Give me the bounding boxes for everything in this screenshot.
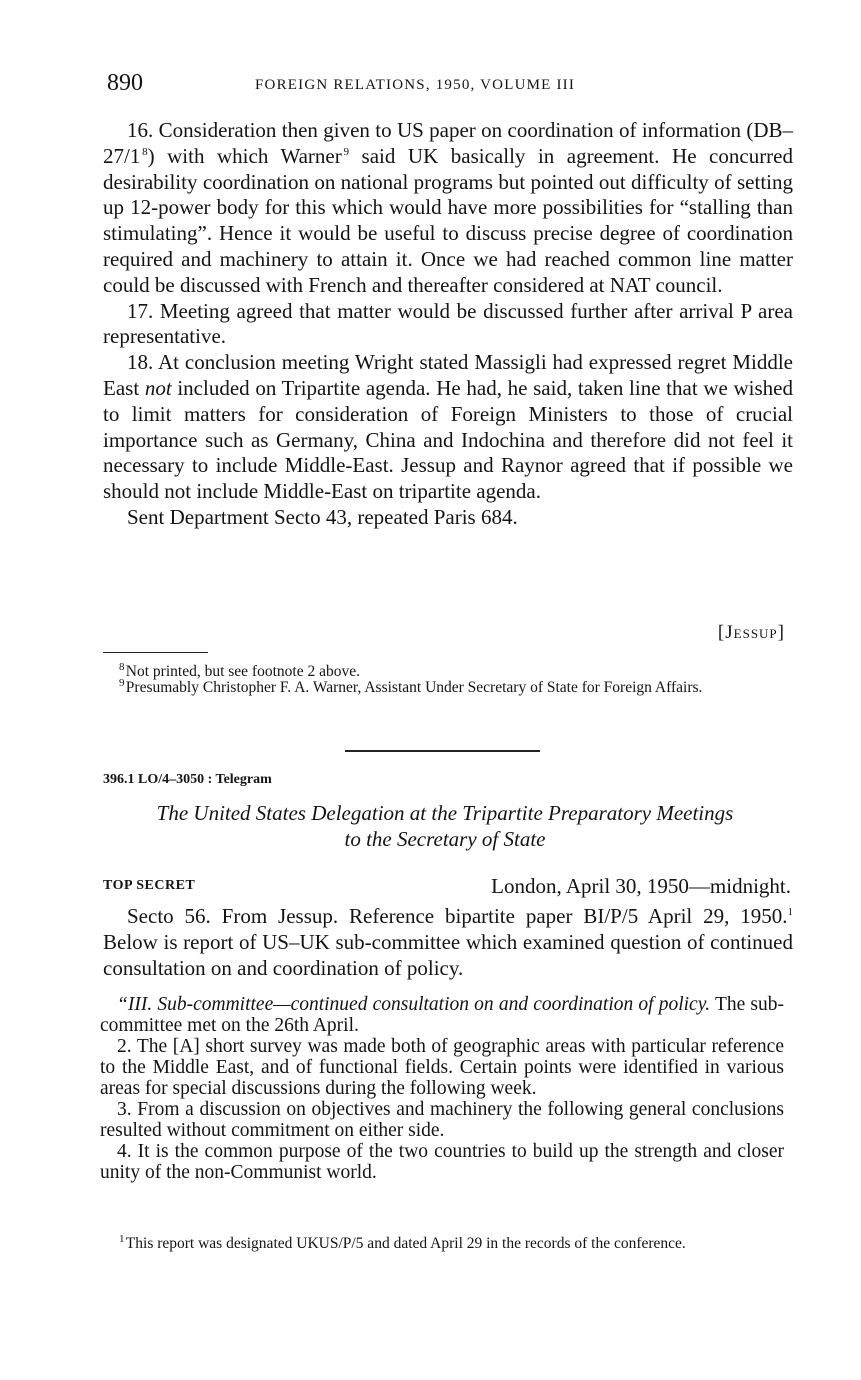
footnote-rule (103, 652, 208, 653)
paragraph-18: 18. At conclusion meeting Wright stated Massigli had expressed regret Middle East not included on Tripartite agenda. He had, he said, taken line that we wished to limit matters for consideration of Foreign Ministers to those of crucial importance such as Germany, China and Indochina and therefore did not feel it necessary to include Middle-East. Jessup and Raynor agreed that if possible we should not include Middle-East on tripartite agenda. (103, 350, 793, 504)
dateline: London, April 30, 1950—midnight. (491, 874, 791, 898)
footnote-ref-1: 1 (787, 906, 793, 918)
footnote-1: $^1$ This report was designated UKUS/P/5 and dated April 29 in the records of the conference. (119, 1232, 686, 1252)
paragraph-17: 17. Meeting agreed that matter would be discussed further after arrival P area representative. (103, 298, 793, 349)
file-reference: 396.1 LO/4–3050 : Telegram (103, 772, 272, 787)
section-1-body (103, 118, 793, 531)
footnotes-section-1 (103, 660, 793, 696)
running-head: FOREIGN RELATIONS, 1950, VOLUME III (255, 77, 576, 93)
footnotes-section-2 (103, 1232, 793, 1252)
report-item-2: 2. The [A] short survey was made both of geographic areas with particular reference to the Middle East, and of functional fields. Certain points were identified in various areas for special discussions during the following week. (100, 1036, 784, 1099)
sent-line: Sent Department Secto 43, repeated Paris 684. (127, 504, 518, 529)
report-item-4: 4. It is the common purpose of the two countries to build up the strength and closer unity of the non-Communist world. (100, 1141, 784, 1183)
telegram-intro (103, 904, 793, 981)
quoted-report (100, 994, 784, 1183)
footnote-8: $^8$ Not printed, but see footnote 2 above. (119, 660, 360, 680)
footnote-ref-9: 9 (343, 145, 350, 158)
document-title: The United States Delegation at the Tripartite Preparatory Meetings to the Secretary of State (156, 801, 734, 851)
classification-label: TOP SECRET (103, 878, 196, 893)
section-divider (345, 750, 540, 752)
report-item-3: 3. From a discussion on objectives and machinery the following general conclusions resulted without commitment on either side. (100, 1099, 784, 1141)
signature: [Jessup] (717, 622, 785, 643)
page-header (107, 70, 787, 104)
report-heading: “III. Sub-committee—continued consultation on and coordination of policy. The sub-committee met on the 26th April. (100, 994, 784, 1036)
telegram-intro-paragraph: Secto 56. From Jessup. Reference bipartite paper BI/P/5 April 29, 1950.$^1$ Below is report of US–UK sub-committee which examined question of continued consultation on and coordination of policy. (103, 904, 793, 980)
page-number: 890 (107, 70, 143, 96)
paragraph-16: 16. Consideration then given to US paper on coordination of information (DB–27/1 $^8$) with which Warner $^9$ said UK basically in agreement. He concurred desirability coordination on national programs but pointed out difficulty of setting up 12-power body for this which would have more possibilities for “stalling than stimulating”. Hence it would be useful to discuss precise degree of coordination required and machinery to attain it. Once we had reached common line matter could be discussed with French and thereafter considered at NAT council. (103, 118, 793, 297)
footnote-9: $^9$ Presumably Christopher F. A. Warner, Assistant Under Secretary of State for Foreign Affairs. (119, 676, 703, 696)
footnote-ref-8: 8 (142, 145, 148, 158)
